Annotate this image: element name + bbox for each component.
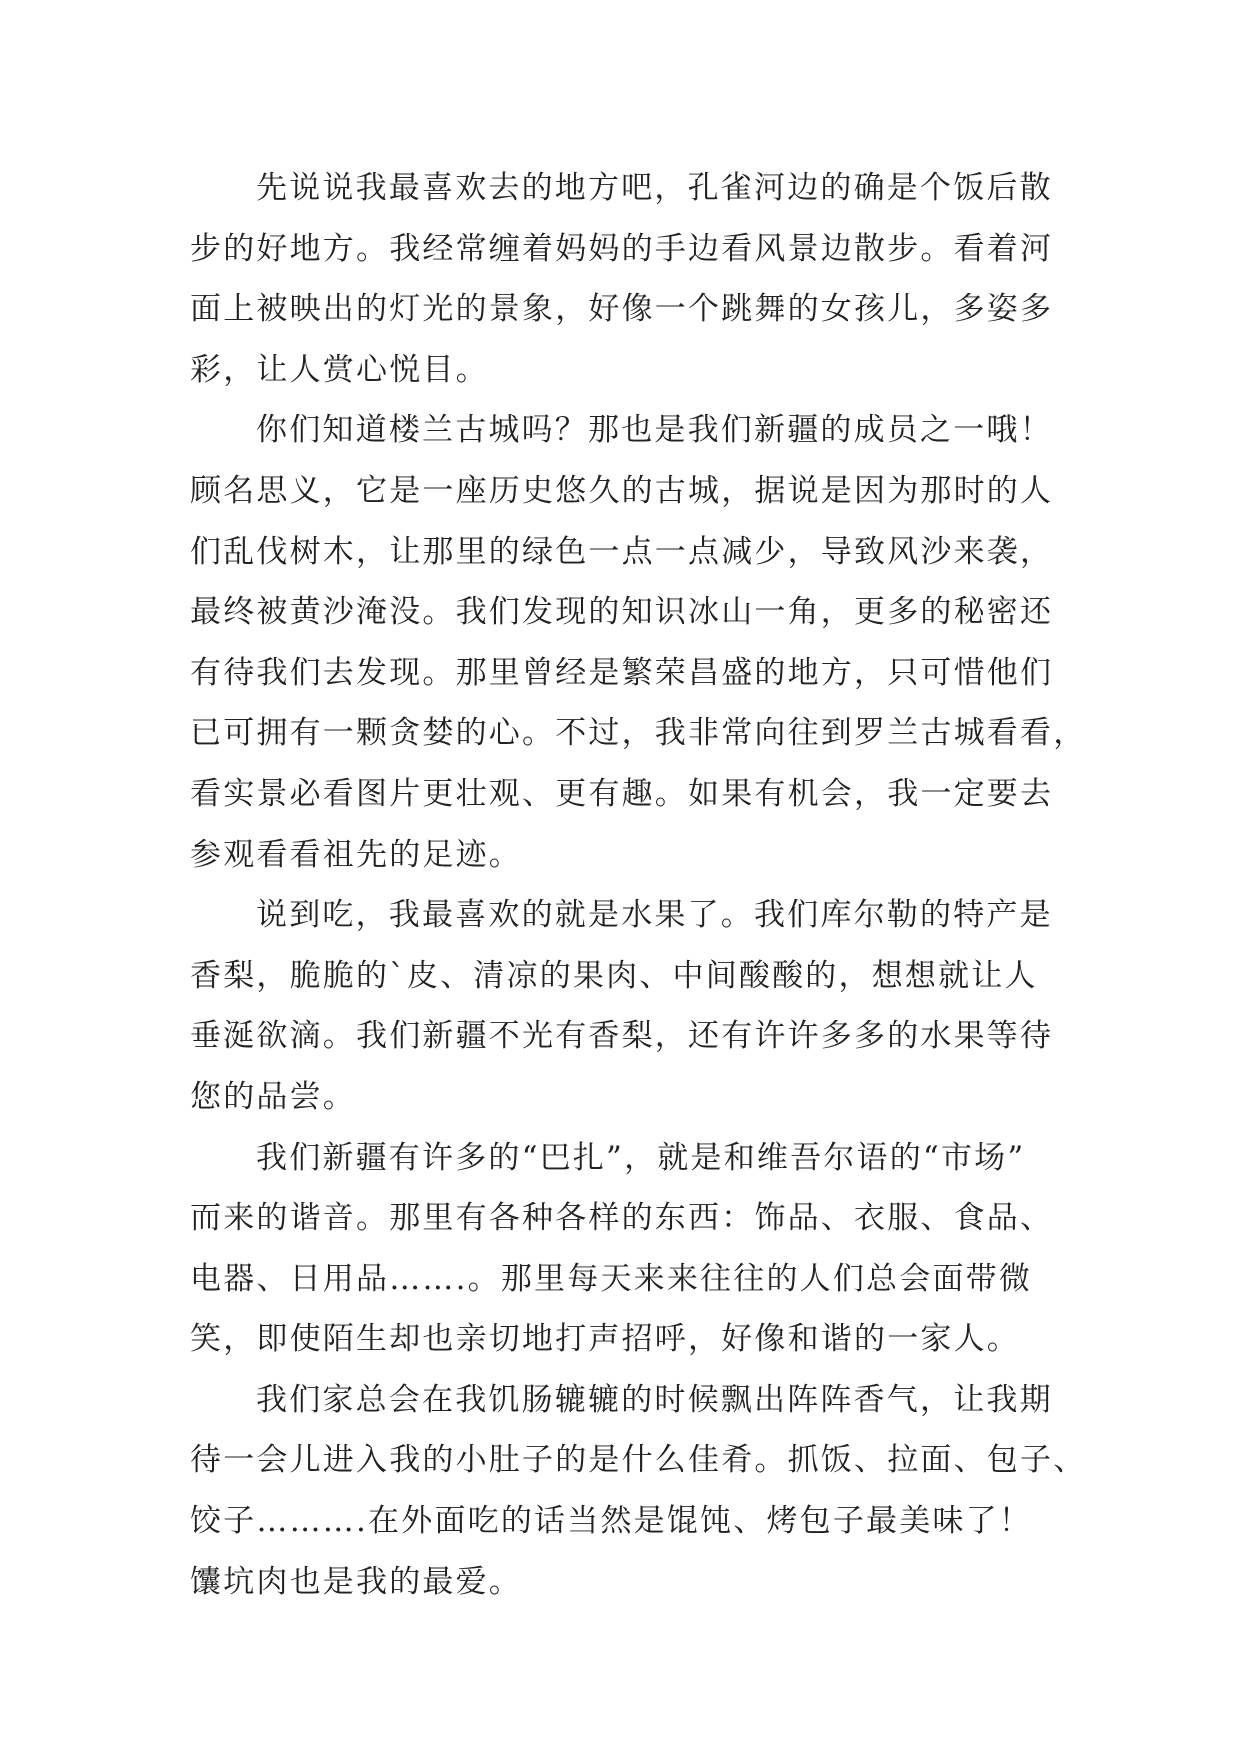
text-line: 彩，让人赏心悦目。 [190,351,489,388]
text-line: 我们新疆有许多的“巴扎”，就是和维吾尔语的“市场” [256,1139,1026,1176]
text-line: 电器、日用品…….。那里每天来来往往的人们总会面带微 [190,1260,1033,1297]
text-line: 看实景必看图片更壮观、更有趣。如果有机会，我一定要去 [190,775,1054,812]
text-line: 先说说我最喜欢去的地方吧，孔雀河边的确是个饭后散 [256,170,1053,206]
text-line: 参观看看祖先的足迹。 [190,836,522,873]
text-line: 待一会儿进入我的小肚子的是什么佳肴。抓饭、拉面、包子、 [190,1442,1087,1479]
text-line: 垂涎欲滴。我们新疆不光有香梨，还有许许多多的水果等待 [190,1018,1054,1055]
text-line: 您的品尝。 [190,1078,356,1115]
text-line: 饺子……….在外面吃的话当然是馄饨、烤包子最美味了！ [190,1503,1033,1540]
text-line: 们乱伐树木，让那里的绿色一点一点减少，导致风沙来袭， [190,533,1054,570]
body-text [190,158,1087,1612]
text-line: 而来的谐音。那里有各种各样的东西：饰品、衣服、食品、 [190,1200,1054,1237]
text-line: 香梨，脆脆的`皮、清凉的果肉、中间酸酸的，想想就让人 [190,957,1038,994]
text-line: 笑，即使陌生却也亲切地打声招呼，好像和谐的一家人。 [190,1321,1020,1358]
text-line: 已可拥有一颗贪婪的心。不过，我非常向往到罗兰古城看看， [190,715,1087,752]
text-line: 顾名思义，它是一座历史悠久的古城，据说是因为那时的人 [190,472,1054,509]
text-line: 最终被黄沙淹没。我们发现的知识冰山一角，更多的秘密还 [190,594,1054,631]
text-line: 你们知道楼兰古城吗？那也是我们新疆的成员之一哦！ [256,412,1053,449]
text-line: 我们家总会在我饥肠辘辘的时候飘出阵阵香气，让我期 [256,1381,1053,1418]
text-line: 有待我们去发现。那里曾经是繁荣昌盛的地方，只可惜他们 [190,654,1054,691]
text-line: 面上被映出的灯光的景象，好像一个跳舞的女孩儿，多姿多 [190,291,1054,328]
text-line: 馕坑肉也是我的最爱。 [190,1563,522,1600]
text-line: 步的好地方。我经常缠着妈妈的手边看风景边散步。看着河 [190,230,1054,267]
text-line: 说到吃，我最喜欢的就是水果了。我们库尔勒的特产是 [256,897,1053,934]
